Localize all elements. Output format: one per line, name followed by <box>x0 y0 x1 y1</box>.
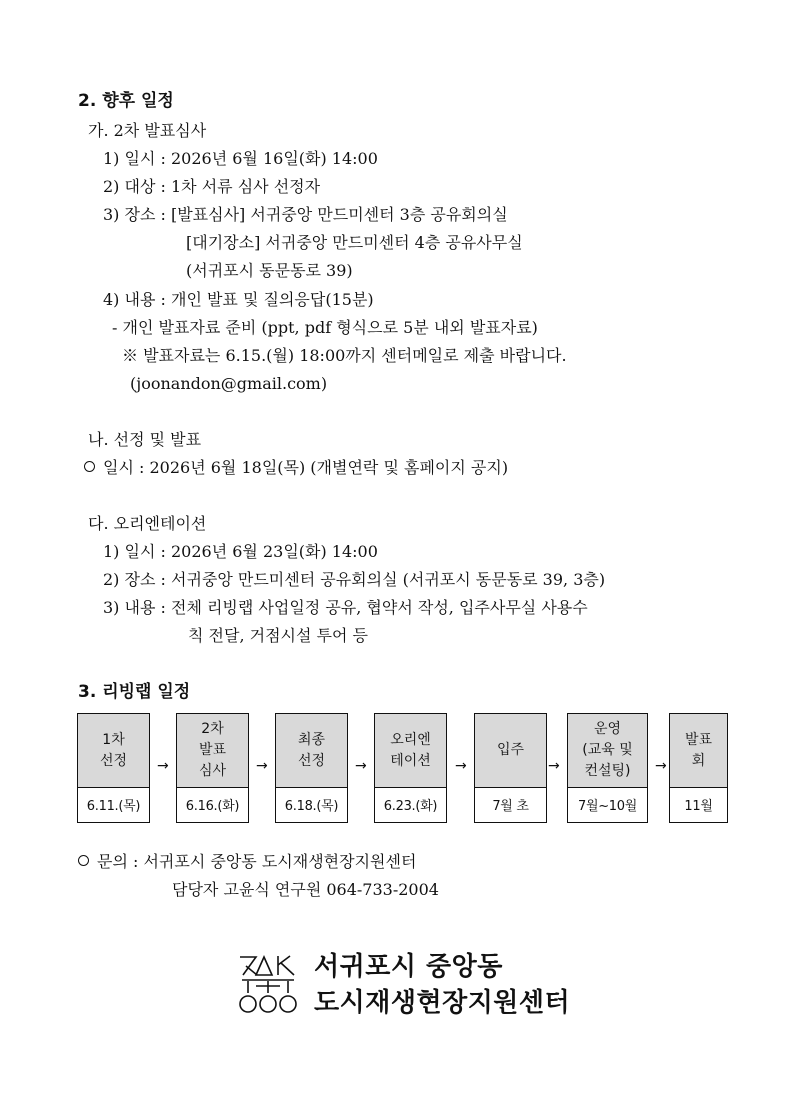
stage-label: 발표 회 <box>670 714 727 788</box>
stage-box <box>474 713 547 823</box>
ga-place: 3) 장소 : [발표심사] 서귀중앙 만드미센터 3층 공유회의실 <box>103 205 508 224</box>
ga-address: (서귀포시 동문동로 39) <box>186 261 353 280</box>
org-name-line1: 서귀포시 중앙동 <box>314 952 503 982</box>
contact-person: 담당자 고윤식 연구원 064-733-2004 <box>172 880 439 899</box>
subsection-ga-title: 가. 2차 발표심사 <box>88 121 207 140</box>
stage-box <box>669 713 728 823</box>
arrow-right-icon: → <box>256 758 268 774</box>
da-place: 2) 장소 : 서귀중앙 만드미센터 공유회의실 (서귀포시 동문동로 39, 3층) <box>103 570 606 589</box>
da-date: 1) 일시 : 2026년 6월 23일(화) 14:00 <box>103 542 378 561</box>
subsection-da-title: 다. 오리엔테이션 <box>88 514 207 533</box>
stage-box <box>176 713 249 823</box>
contact-inquiry: 문의 : 서귀포시 중앙동 도시재생현장지원센터 <box>97 852 417 871</box>
arrow-right-icon: → <box>655 758 667 774</box>
stage-box <box>275 713 348 823</box>
stage-label: 최종 선정 <box>276 714 347 788</box>
da-content-cont: 칙 전달, 거점시설 투어 등 <box>188 626 368 645</box>
section-2-title: 2. 향후 일정 <box>78 91 174 111</box>
stage-box <box>567 713 648 823</box>
da-content: 3) 내용 : 전체 리빙랩 사업일정 공유, 협약서 작성, 입주사무실 사용수 <box>103 598 588 617</box>
stage-date: 7월~10월 <box>577 798 638 814</box>
ga-content: 4) 내용 : 개인 발표 및 질의응답(15분) <box>103 290 374 309</box>
circle-bullet-icon <box>78 855 89 866</box>
arrow-right-icon: → <box>157 758 169 774</box>
na-date-row <box>84 458 508 478</box>
stage-date: 6.23.(화) <box>383 798 438 814</box>
stage-label: 2차 발표 심사 <box>177 714 248 788</box>
contact-row <box>78 852 416 872</box>
stage-date: 11월 <box>684 798 713 814</box>
stage-date: 6.11.(목) <box>86 798 141 814</box>
stage-label: 운영 (교육 및 컨설팅) <box>568 714 647 788</box>
stage-box <box>77 713 150 823</box>
stage-label: 입주 <box>475 714 546 788</box>
section-3-title: 3. 리빙랩 일정 <box>78 682 191 702</box>
arrow-right-icon: → <box>548 758 560 774</box>
arrow-right-icon: → <box>355 758 367 774</box>
arrow-right-icon: → <box>455 758 467 774</box>
stage-date: 6.18.(목) <box>284 798 339 814</box>
ga-submit-note: ※ 발표자료는 6.15.(월) 18:00까지 센터메일로 제출 바랍니다. <box>122 346 567 365</box>
ga-email[interactable]: (joonandon@gmail.com) <box>130 374 328 393</box>
ga-date: 1) 일시 : 2026년 6월 16일(화) 14:00 <box>103 149 378 168</box>
circle-bullet-icon <box>84 461 95 472</box>
stage-label: 1차 선정 <box>78 714 149 788</box>
org-name-line2: 도시재생현장지원센터 <box>314 988 571 1018</box>
na-date: 일시 : 2026년 6월 18일(목) (개별연락 및 홈페이지 공지) <box>103 458 509 477</box>
stage-date: 6.16.(화) <box>185 798 240 814</box>
ga-target: 2) 대상 : 1차 서류 심사 선정자 <box>103 177 321 196</box>
stage-label: 오리엔 테이션 <box>375 714 446 788</box>
stage-date: 7월 초 <box>492 798 529 814</box>
ga-prep-note: - 개인 발표자료 준비 (ppt, pdf 형식으로 5분 내외 발표자료) <box>112 318 538 337</box>
stage-box <box>374 713 447 823</box>
center-logo-icon <box>238 953 298 1015</box>
ga-waiting-place: [대기장소] 서귀중앙 만드미센터 4층 공유사무실 <box>186 233 523 252</box>
subsection-na-title: 나. 선정 및 발표 <box>88 430 202 449</box>
